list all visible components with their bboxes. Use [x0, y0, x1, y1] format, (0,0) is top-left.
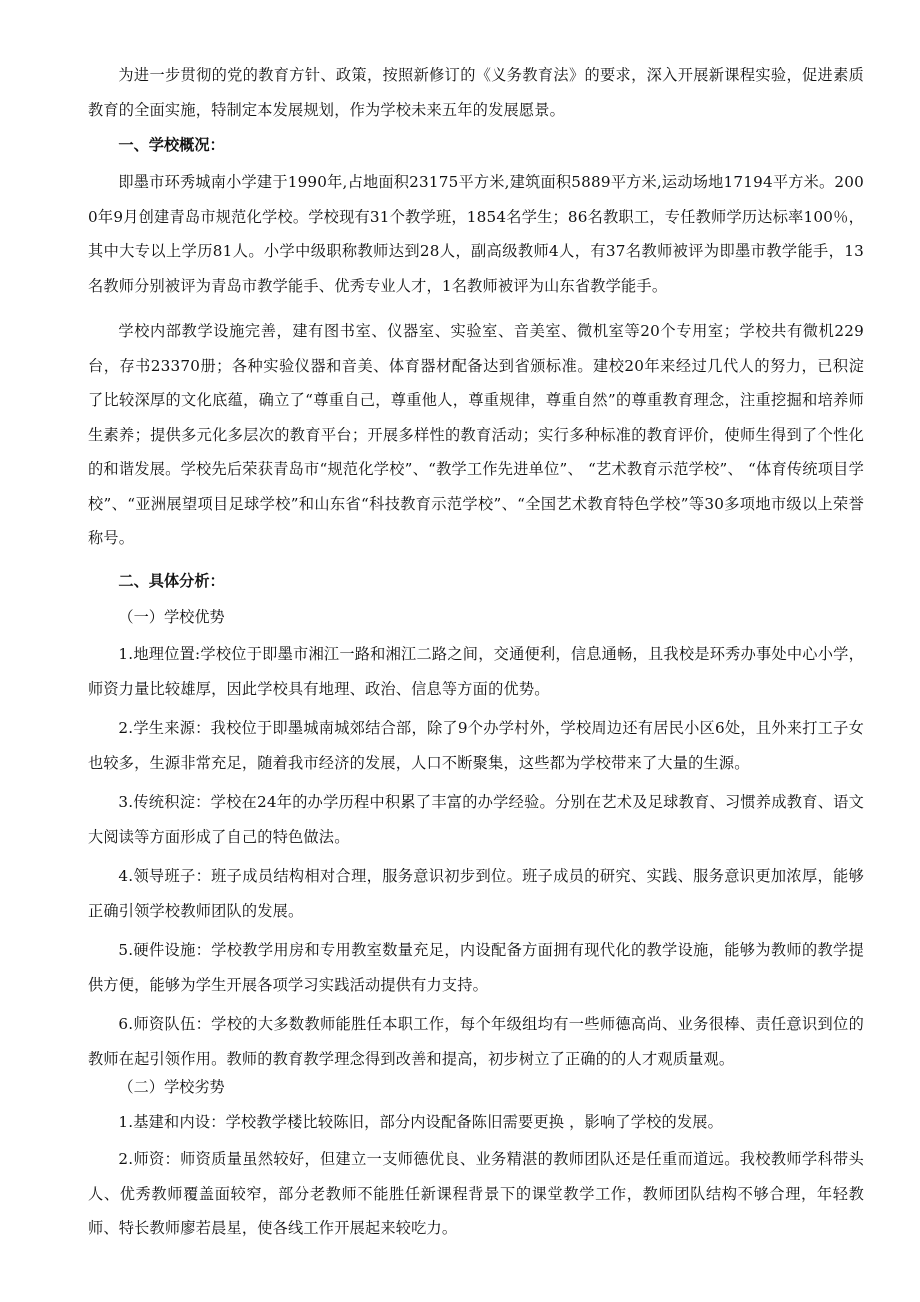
section1-heading: 一、学校概况： [118, 136, 225, 154]
strength-item-2: 2.学生来源：我校位于即墨城南城郊结合部，除了9个办学村外，学校周边还有居民小区6处，且外来打工子女也较多，生源非常充足，随着我市经济的发展，人口不断聚集，这些都为学校带来了大量的生源。 [88, 719, 864, 772]
strength-item-4: 4.领导班子：班子成员结构相对合理，服务意识初步到位。班子成员的研究、实践、服务意识更加浓厚，能够正确引领学校教师团队的发展。 [88, 867, 864, 920]
weaknesses-heading: （二）学校劣势 [118, 1078, 225, 1096]
strength-item-1: 1.地理位置:学校位于即墨市湘江一路和湘江二路之间，交通便利，信息通畅，且我校是环秀办事处中心小学，师资力量比较雄厚，因此学校具有地理、政治、信息等方面的优势。 [88, 645, 864, 698]
strengths-heading: （一）学校优势 [118, 608, 225, 626]
weakness-item-2: 2.师资：师资质量虽然较好，但建立一支师德优良、业务精湛的教师团队还是任重而道远。我校教师学科带头人、优秀教师覆盖面较窄，部分老教师不能胜任新课程背景下的课堂教学工作，教师团队结构不够合理，年轻教师、特长教师廖若晨星，使各线工作开展起来较吃力。 [88, 1150, 864, 1237]
weakness-item-1: 1.基建和内设：学校教学楼比较陈旧，部分内设配备陈旧需要更换 ，影响了学校的发展。 [118, 1113, 724, 1131]
overview-paragraph-2: 学校内部教学设施完善，建有图书室、仪器室、实验室、音美室、微机室等20个专用室；学校共有微机229台，存书23370册；各种实验仪器和音美、体育器材配备达到省颁标准。建校20年来经过几代人的努力，已积淀了比较深厚的文化底蕴，确立了“尊重自己，尊重他人，尊重规律，尊重自然”的尊重教育理念，注重挖掘和培养师生素养；提供多元化多层次的教育平台；开展多样性的教育活动；实行多种标准的教育评价，使师生得到了个性化的和谐发展。学校先后荣获青岛市“规范化学校”、“教学工作先进单位”、 “艺术教育示范学校”、 “体育传统项目学校”、“亚洲展望项目足球学校”和山东省“科技教育示范学校”、“全国艺术教育特色学校”等30多项地市级以上荣誉称号。 [88, 322, 864, 547]
strength-item-3: 3.传统积淀：学校在24年的办学历程中积累了丰富的办学经验。分别在艺术及足球教育、习惯养成教育、语文大阅读等方面形成了自己的特色做法。 [88, 793, 864, 846]
strength-item-6: 6.师资队伍：学校的大多数教师能胜任本职工作，每个年级组均有一些师德高尚、业务很棒、责任意识到位的教师在起引领作用。教师的教育教学理念得到改善和提高，初步树立了正确的的人才观质量观。 [88, 1015, 864, 1068]
overview-paragraph-1: 即墨市环秀城南小学建于1990年,占地面积23175平方米,建筑面积5889平方米,运动场地17194平方米。2000年9月创建青岛市规范化学校。学校现有31个教学班，1854名学生；86名教职工，专任教师学历达标率100％，其中大专以上学历81人。小学中级职称教师达到28人，副高级教师4人，有37名教师被评为即墨市教学能手，13名教师分别被评为青岛市教学能手、优秀专业人才，1名教师被评为山东省教学能手。 [88, 173, 864, 295]
section2-heading: 二、具体分析： [118, 572, 225, 590]
strength-item-5: 5.硬件设施：学校教学用房和专用教室数量充足，内设配备方面拥有现代化的教学设施，能够为教师的教学提供方便，能够为学生开展各项学习实践活动提供有力支持。 [88, 941, 864, 994]
intro-paragraph: 为进一步贯彻的党的教育方针、政策，按照新修订的《义务教育法》的要求，深入开展新课程实验，促进素质教育的全面实施，特制定本发展规划，作为学校未来五年的发展愿景。 [88, 66, 864, 119]
